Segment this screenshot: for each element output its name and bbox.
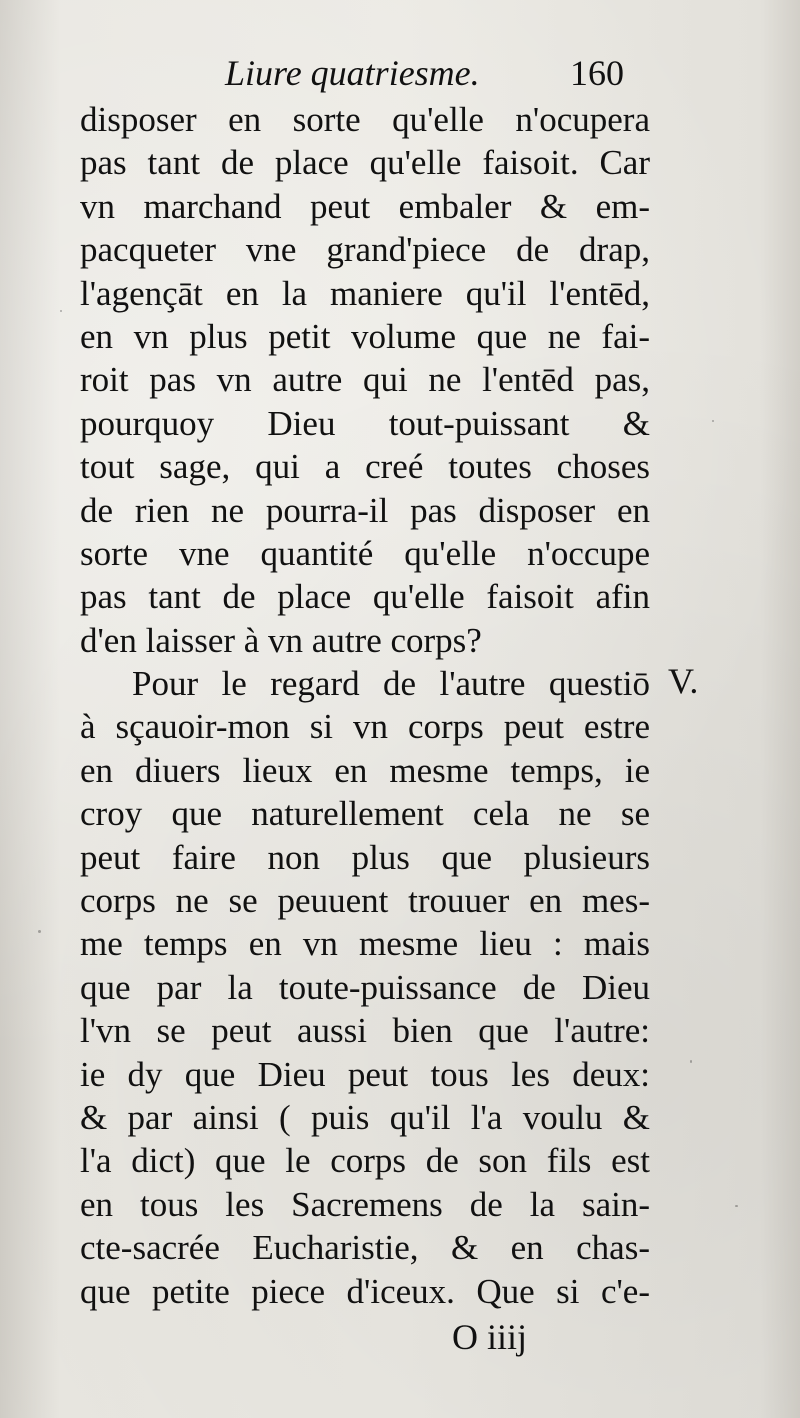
text-line: en tous les Sacremens de la sain- — [80, 1184, 650, 1224]
signature-mark: O iiij — [452, 1317, 528, 1357]
page-number: 160 — [570, 53, 624, 93]
text-line: que petite piece d'iceux. Que si c'e- — [80, 1271, 650, 1311]
text-line: roit pas vn autre qui ne l'entēd pas, — [80, 360, 650, 400]
paper-speck — [712, 420, 714, 422]
text-line: vn marchand peut embaler & em- — [80, 186, 650, 226]
paragraph-first-line: Pour le regard de l'autre questiō — [132, 664, 650, 704]
marginal-section-number: V. — [668, 661, 699, 701]
text-line: à sçauoir-mon si vn corps peut estre — [80, 707, 650, 747]
paper-speck — [690, 1060, 692, 1063]
text-line: croy que naturellement cela ne se — [80, 794, 650, 834]
paper-speck — [735, 1205, 738, 1207]
text-line: peut faire non plus que plusieurs — [80, 837, 650, 877]
text-line: sorte vne quantité qu'elle n'occupe — [80, 533, 650, 573]
body-text — [80, 98, 650, 1313]
text-line: disposer en sorte qu'elle n'ocupera — [80, 100, 650, 139]
text-line: l'agençāt en la maniere qu'il l'entēd, — [80, 273, 650, 313]
text-line: de rien ne pourra-il pas disposer en — [80, 490, 650, 530]
text-line: en vn plus petit volume que ne fai- — [80, 316, 650, 356]
running-head — [0, 48, 800, 98]
text-line: que par la toute-puissance de Dieu — [80, 967, 650, 1007]
text-line: l'vn se peut aussi bien que l'autre: — [80, 1011, 650, 1051]
text-line: ie dy que Dieu peut tous les deux: — [80, 1054, 650, 1094]
text-line: corps ne se peuuent trouuer en mes- — [80, 881, 650, 921]
text-line: pas tant de place qu'elle faisoit. Car — [80, 143, 650, 183]
text-line: pacqueter vne grand'piece de drap, — [80, 230, 650, 270]
paper-speck — [38, 930, 41, 933]
text-line: d'en laisser à vn autre corps? — [80, 620, 482, 660]
paper-speck — [60, 310, 62, 312]
text-line: en diuers lieux en mesme temps, ie — [80, 750, 650, 790]
text-line: cte-sacrée Eucharistie, & en chas- — [80, 1228, 650, 1268]
text-line: pas tant de place qu'elle faisoit afin — [80, 577, 650, 617]
text-line: tout sage, qui a creé toutes choses — [80, 447, 650, 487]
text-line: pourquoy Dieu tout-puissant & — [80, 403, 650, 443]
text-line: l'a dict) que le corps de son fils est — [80, 1141, 650, 1181]
text-line: me temps en vn mesme lieu : mais — [80, 924, 650, 964]
text-line: & par ainsi ( puis qu'il l'a voulu & — [80, 1097, 650, 1137]
running-title: Liure quatriesme. — [225, 53, 480, 93]
